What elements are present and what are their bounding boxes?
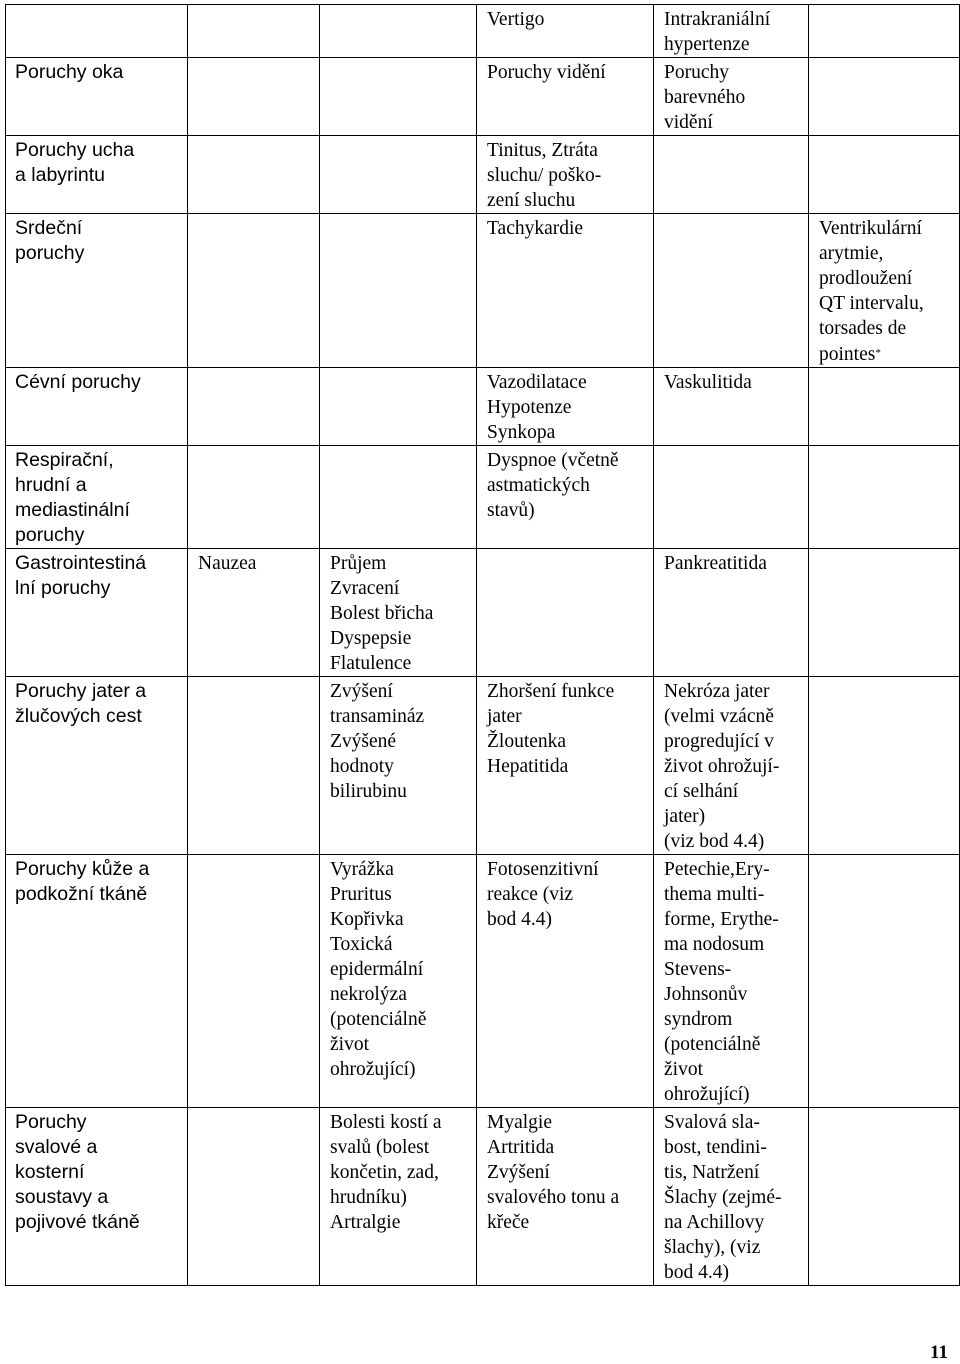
frequency-cell-4: Nekróza jater (velmi vzácně progredující v život ohrožují- cí selhání jater) (viz bod 4.4): [654, 677, 809, 855]
frequency-cell-2: [320, 58, 477, 136]
frequency-cell-3: [477, 549, 654, 677]
frequency-cell-3: Zhoršení funkce jater Žloutenka Hepatitida: [477, 677, 654, 855]
footnote-asterisk: *: [875, 347, 881, 359]
frequency-cell-1: [188, 136, 320, 214]
frequency-cell-4: Poruchy barevného vidění: [654, 58, 809, 136]
frequency-cell-1: [188, 446, 320, 549]
page-number: 11: [930, 1342, 948, 1363]
organ-system-cell: Poruchy kůže a podkožní tkáně: [6, 855, 188, 1108]
table-row: [6, 5, 960, 58]
frequency-cell-2: Zvýšení transamináz Zvýšené hodnoty bilirubinu: [320, 677, 477, 855]
frequency-cell-2: Průjem Zvracení Bolest břicha Dyspepsie Flatulence: [320, 549, 477, 677]
frequency-cell-3: Fotosenzitivní reakce (viz bod 4.4): [477, 855, 654, 1108]
frequency-cell-4: Svalová sla- bost, tendini- tis, Natržení Šlachy (zejmé- na Achillovy šlachy), (viz bod 4.4): [654, 1108, 809, 1286]
organ-system-cell: Cévní poruchy: [6, 368, 188, 446]
frequency-cell-1: [188, 214, 320, 368]
organ-system-cell: Srdeční poruchy: [6, 214, 188, 368]
frequency-cell-3: Dyspnoe (včetně astmatických stavů): [477, 446, 654, 549]
frequency-cell-4: [654, 136, 809, 214]
frequency-cell-5: [809, 1108, 960, 1286]
frequency-cell-1: [188, 855, 320, 1108]
organ-system-cell: Gastrointestiná lní poruchy: [6, 549, 188, 677]
frequency-cell-5: [809, 549, 960, 677]
frequency-cell-1: Nauzea: [188, 549, 320, 677]
organ-system-cell: Poruchy jater a žlučových cest: [6, 677, 188, 855]
organ-system-cell: Poruchy oka: [6, 58, 188, 136]
frequency-cell-2: [320, 136, 477, 214]
frequency-cell-4: [654, 446, 809, 549]
frequency-cell-3: Vazodilatace Hypotenze Synkopa: [477, 368, 654, 446]
frequency-cell-2: [320, 214, 477, 368]
frequency-cell-2: Bolesti kostí a svalů (bolest končetin, zad, hrudníku) Artralgie: [320, 1108, 477, 1286]
frequency-cell-5: [809, 855, 960, 1108]
organ-system-cell: Poruchy ucha a labyrintu: [6, 136, 188, 214]
frequency-cell-1: [188, 58, 320, 136]
frequency-cell-3: Myalgie Artritida Zvýšení svalového tonu a křeče: [477, 1108, 654, 1286]
frequency-cell-5: [809, 5, 960, 58]
frequency-cell-4: Intrakraniální hypertenze: [654, 5, 809, 58]
frequency-cell-1: [188, 1108, 320, 1286]
frequency-cell-3: Tachykardie: [477, 214, 654, 368]
organ-system-cell: Respirační, hrudní a mediastinální poruchy: [6, 446, 188, 549]
frequency-cell-3: Poruchy vidění: [477, 58, 654, 136]
table-row: [6, 549, 960, 677]
table-row: [6, 677, 960, 855]
frequency-cell-1: [188, 677, 320, 855]
table-row: [6, 446, 960, 549]
table-row: [6, 136, 960, 214]
frequency-cell-5: [809, 677, 960, 855]
frequency-cell-3: Tinitus, Ztráta sluchu/ poško- zení sluchu: [477, 136, 654, 214]
table-row: [6, 368, 960, 446]
frequency-cell-1: [188, 368, 320, 446]
frequency-cell-2: [320, 446, 477, 549]
frequency-cell-5: [809, 58, 960, 136]
frequency-cell-2: Vyrážka Pruritus Kopřivka Toxická epidermální nekrolýza (potenciálně život ohrožující): [320, 855, 477, 1108]
frequency-cell-5: [809, 368, 960, 446]
table-row: [6, 855, 960, 1108]
frequency-cell-2: [320, 368, 477, 446]
frequency-cell-5: [809, 136, 960, 214]
organ-system-cell: [6, 5, 188, 58]
table-row: [6, 1108, 960, 1286]
adverse-effects-table: [5, 4, 960, 1286]
organ-system-cell: Poruchy svalové a kosterní soustavy a pojivové tkáně: [6, 1108, 188, 1286]
frequency-cell-4: Petechie,Ery- thema multi- forme, Erythe- ma nodosum Stevens- Johnsonův syndrom (potenciálně život ohrožující): [654, 855, 809, 1108]
frequency-cell-4: Pankreatitida: [654, 549, 809, 677]
frequency-cell-1: [188, 5, 320, 58]
frequency-cell-4: [654, 214, 809, 368]
frequency-cell-5: [809, 446, 960, 549]
frequency-cell-5: Ventrikulární arytmie, prodloužení QT intervalu, torsades de pointes*: [809, 214, 960, 368]
frequency-cell-3: Vertigo: [477, 5, 654, 58]
frequency-cell-2: [320, 5, 477, 58]
table-row: [6, 58, 960, 136]
table-row: [6, 214, 960, 368]
frequency-cell-4: Vaskulitida: [654, 368, 809, 446]
